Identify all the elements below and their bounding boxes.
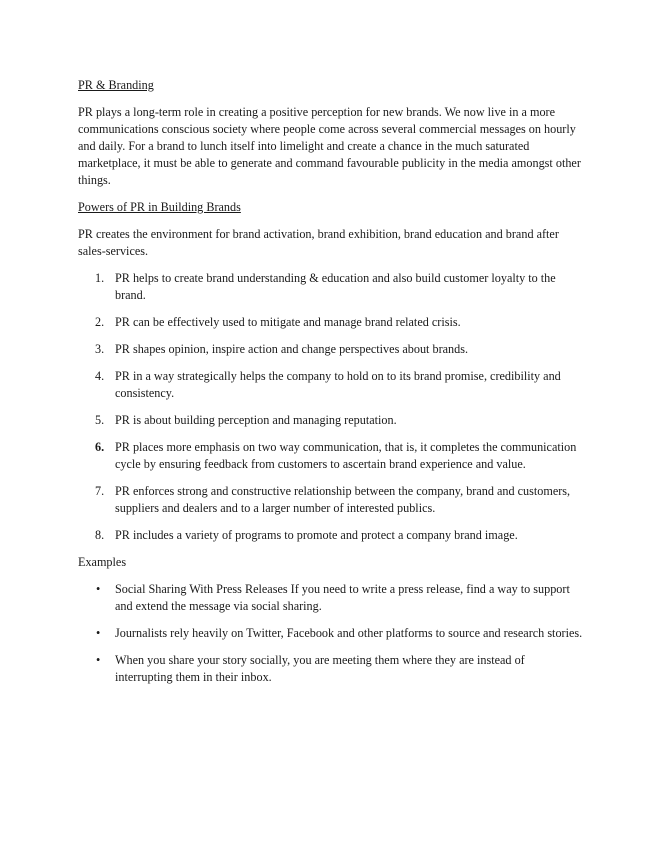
list-item-text: PR is about building perception and managing reputation. [115, 413, 397, 427]
list-item-text: PR enforces strong and constructive relationship between the company, brand and customers, suppliers and dealers and to a larger number of interested publics. [115, 484, 571, 515]
list-number: 1. [95, 271, 105, 285]
list-item-text: PR helps to create brand understanding & education and also build customer loyalty to the brand. [115, 271, 556, 302]
list-item-text: PR places more emphasis on two way communication, that is, it completes the communication cycle by ensuring feedback from customers to ascertain brand experience and value. [115, 440, 577, 471]
bullet-icon: • [96, 582, 101, 596]
list-item-text: PR shapes opinion, inspire action and change perspectives about brands. [115, 342, 469, 356]
list-item [78, 368, 583, 402]
document-content [78, 77, 583, 696]
list-item [78, 483, 583, 517]
list-item-text: Social Sharing With Press Releases If you need to write a press release, find a way to support and extend the message via social sharing. [115, 582, 570, 613]
list-item [78, 439, 583, 473]
section-heading-pr-branding: PR & Branding [78, 78, 154, 92]
list-item [78, 625, 583, 642]
list-number: 6. [95, 440, 105, 454]
list-item [78, 270, 583, 304]
list-number: 8. [95, 528, 105, 542]
list-number: 7. [95, 484, 105, 498]
bullet-icon: • [96, 653, 101, 667]
list-number: 2. [95, 315, 105, 329]
list-item [78, 581, 583, 615]
section-heading-powers: Powers of PR in Building Brands [78, 200, 241, 214]
list-item-text: PR in a way strategically helps the company to hold on to its brand promise, credibility and consistency. [115, 369, 561, 400]
list-item-text: PR includes a variety of programs to promote and protect a company brand image. [115, 528, 518, 542]
bullet-icon: • [96, 626, 101, 640]
examples-list [78, 581, 583, 686]
powers-list [78, 270, 583, 544]
powers-intro-paragraph: PR creates the environment for brand activation, brand exhibition, brand education and brand after sales-services. [78, 227, 559, 258]
list-item [78, 412, 583, 429]
list-number: 4. [95, 369, 105, 383]
list-item [78, 314, 583, 331]
list-item-text: When you share your story socially, you are meeting them where they are instead of interrupting them in their inbox. [115, 653, 525, 684]
intro-paragraph: PR plays a long-term role in creating a positive perception for new brands. We now live in a more communications conscious society where people come across several commercial messages on hourly and daily. For a brand to lunch itself into limelight and create a chance in the much saturated marketplace, it must be able to generate and command favourable publicity in the media amongst other things. [78, 105, 581, 187]
list-item [78, 527, 583, 544]
list-item-text: Journalists rely heavily on Twitter, Facebook and other platforms to source and research stories. [115, 626, 583, 640]
list-number: 5. [95, 413, 105, 427]
list-item [78, 341, 583, 358]
list-item [78, 652, 583, 686]
list-item-text: PR can be effectively used to mitigate and manage brand related crisis. [115, 315, 461, 329]
list-number: 3. [95, 342, 105, 356]
examples-heading: Examples [78, 555, 127, 569]
